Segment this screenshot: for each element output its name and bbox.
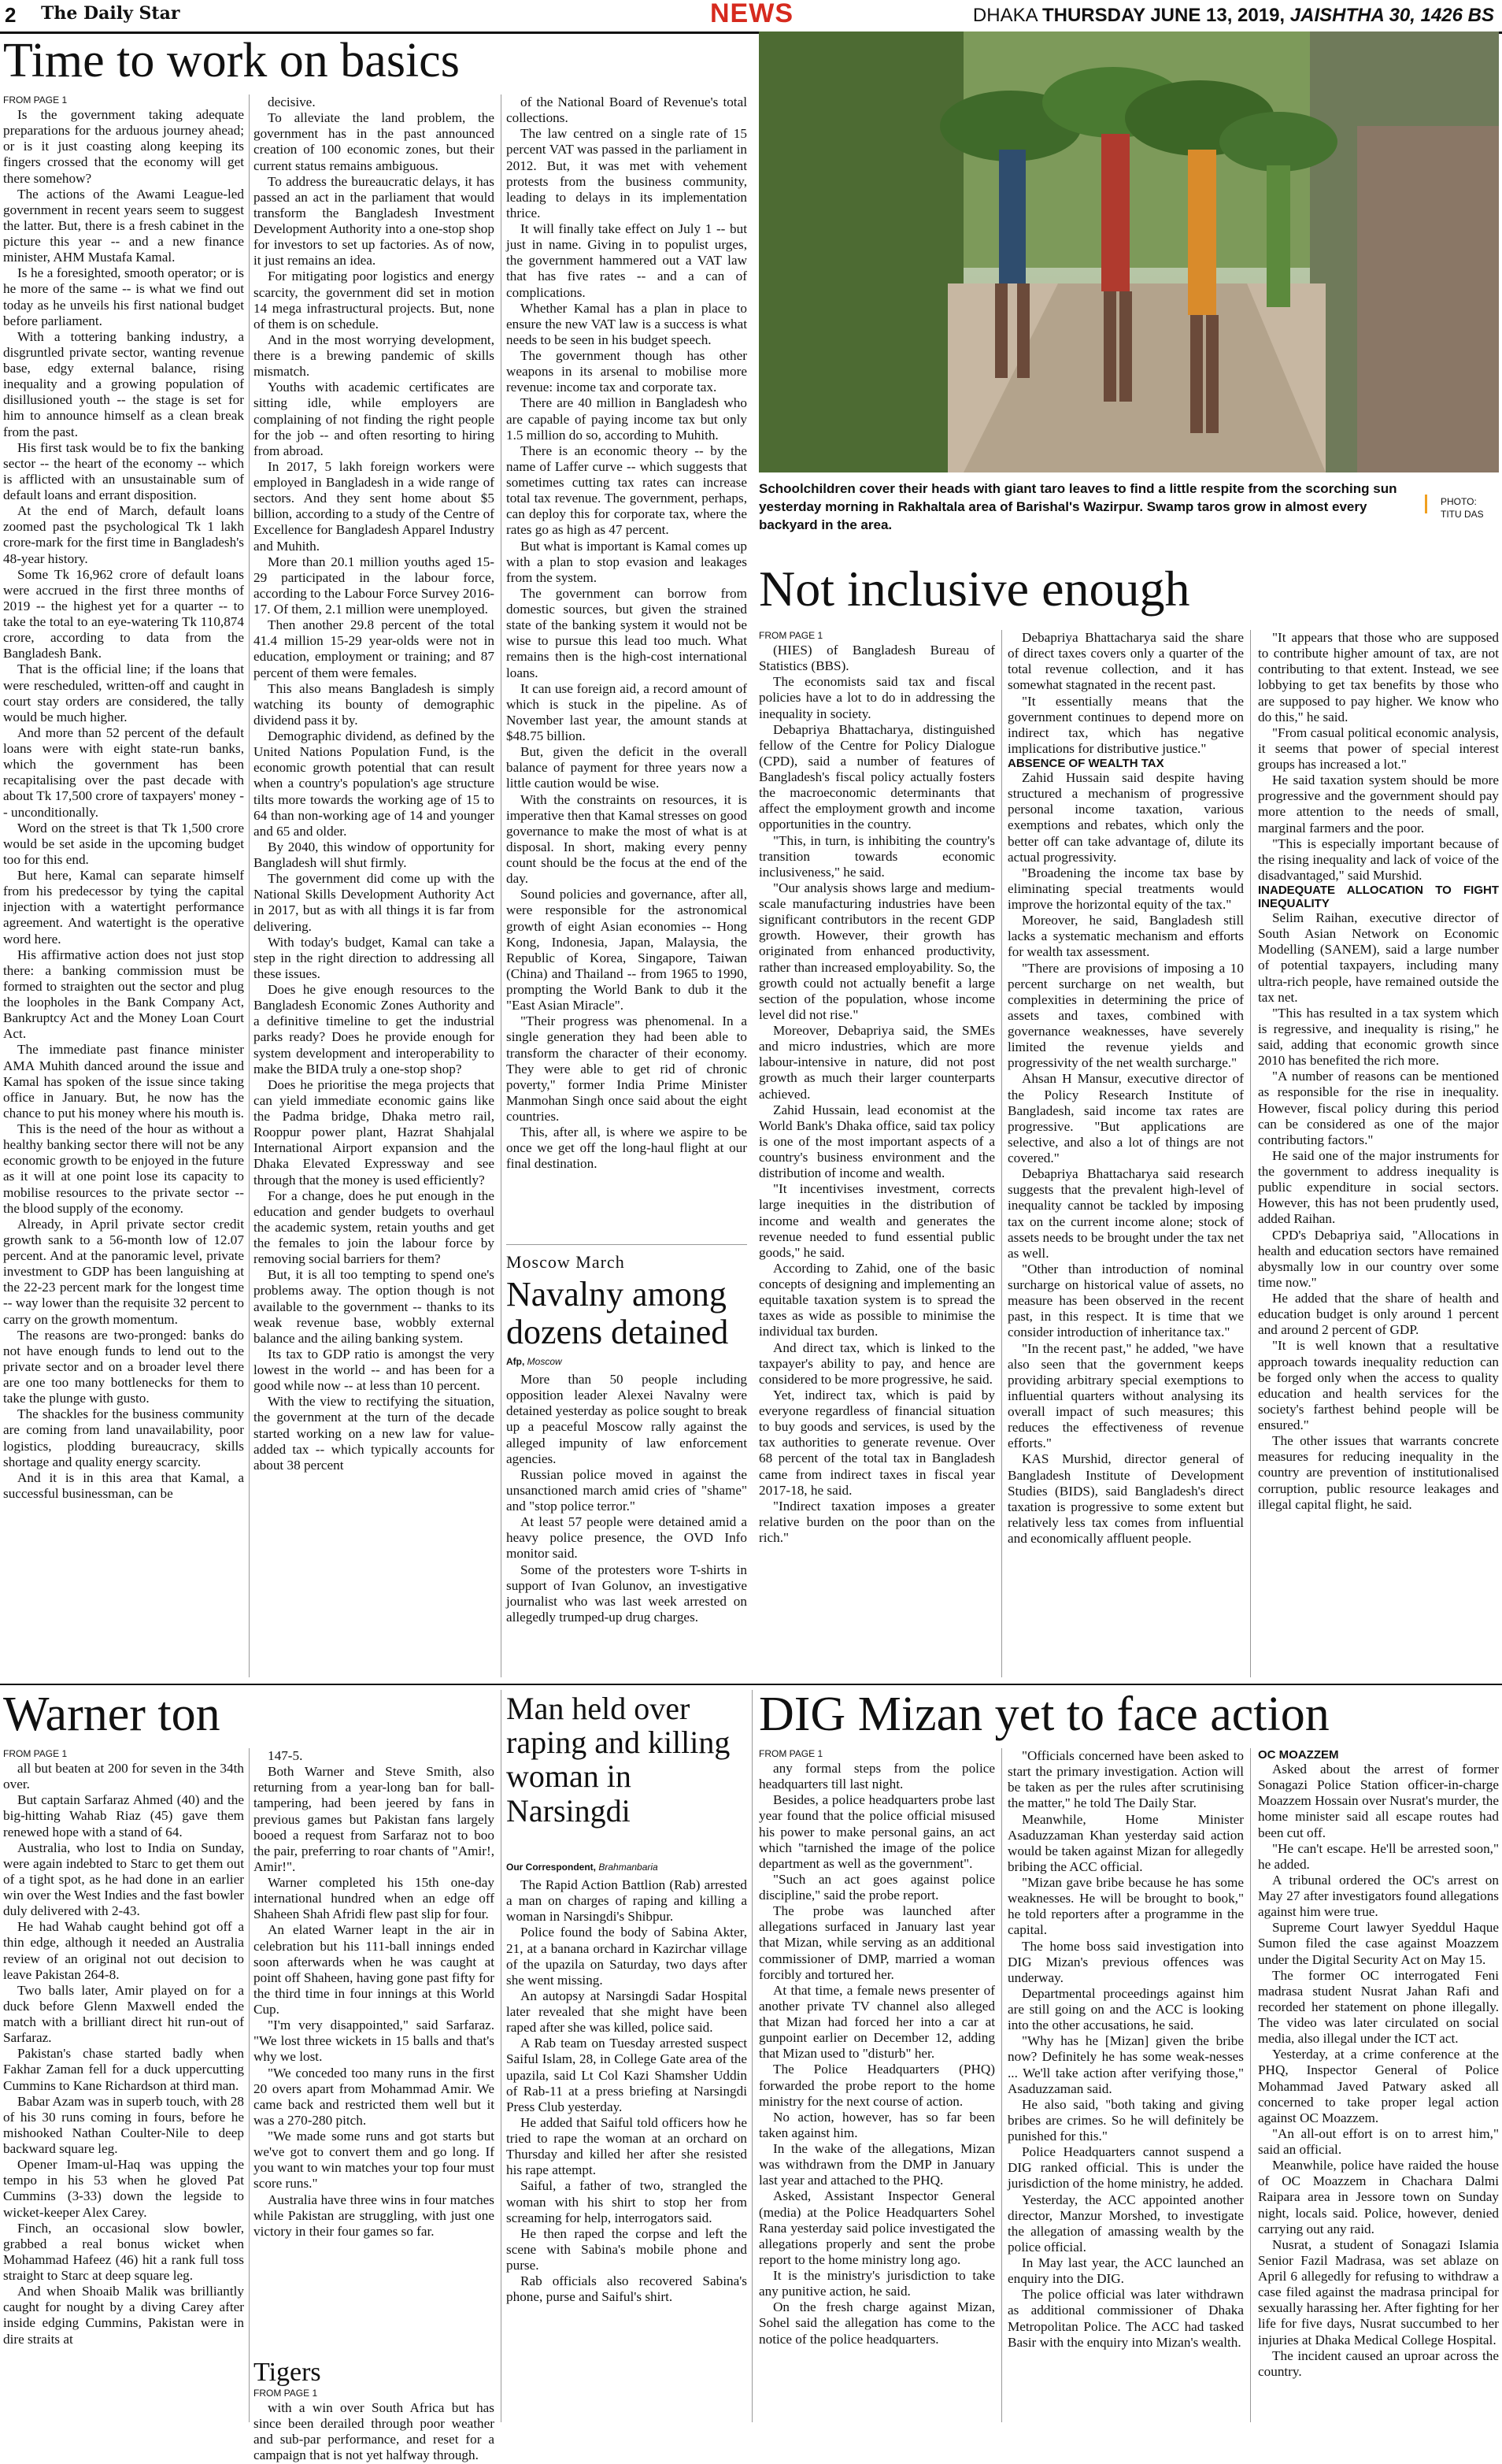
paragraph: In 2017, 5 lakh foreign workers were employed in Bangladesh in a wide range of sectors. And they sent home about $5 billion, according to a study of the Centre of Excellence for Bangladesh Apparel Industry and Muhith. [253, 458, 494, 554]
divider [506, 1244, 747, 1245]
paragraph: Demographic dividend, as defined by the United Nations Population Fund, is the economic growth potential that can result when a country's population's age structure tilts more towards the working age of 15 to 64 than non-working age of 14 and younger and 65 and older. [253, 728, 494, 839]
tigers-story: FROM PAGE 1 with a win over South Africa but has since been derailed through poor weather and sub-par performance, and reset for a campaign that is not yet halfway through. [253, 2388, 494, 2463]
navalny-byline: Afp, Moscow [506, 1356, 562, 1367]
schoolchildren-photo-illustration [759, 31, 1499, 472]
paragraph: Debapriya Bhattacharya, distinguished fellow of the Centre for Policy Dialogue (CPD), said a number of features of Bangladesh's fiscal policy actually fosters the macroeconomic determinants that affect the employment growth and income opportunities in the country. [759, 721, 995, 832]
paragraph: Australia, who lost to India on Sunday, were again indebted to Starc to get them out of a tight spot, as he had done in an earlier win over the West Indies and the fast bowler duly delivered with 2-43. [3, 1840, 244, 1919]
paragraph: He said taxation system should be more progressive and the government should pay more attention to the needs of small, marginal farmers and the poor. [1258, 773, 1499, 836]
paragraph: The incident caused an uproar across the country. [1258, 2347, 1499, 2379]
paragraph: "He can't escape. He'll be arrested soon," he added. [1258, 1840, 1499, 1872]
paragraph: Asked about the arrest of former Sonagazi Police Station officer-in-charge Moazzem Hossain over Nusrat's murder, the home minister said all escape routes had been cut off. [1258, 1762, 1499, 1840]
paragraph: "We conceded too many runs in the first 20 overs apart from Mohammad Amir. We came back and restricted them well but it was a 270-280 pitch. [253, 2065, 494, 2128]
paragraph: KAS Murshid, director general of Bangladesh Institute of Development Studies (BIDS), said Bangladesh's direct taxation is progressive to some extent but relatively less tax comes from influential and economically affluent people. [1008, 1451, 1244, 1546]
dig-col-1: FROM PAGE 1 any formal steps from the police headquarters till last night. Besides, a police headquarters probe last year found that the police official misused his power to make personal gains, an act which "tarnished the image of the police department as well as the government". "Such an act goes against police discipline," said the probe report. The probe was launched after allegations surfaced in January last year that Mizan, while serving as an additional commissioner of DMP, married a woman forcibly and tortured her. At that time, a female news presenter of another private TV channel also alleged that Mizan had forced her into a car at gunpoint earlier on December 12, adding that Mizan used to "disturb" her. The Police Headquarters (PHQ) forwarded the probe report to the home ministry for the next course of action. No action, however, has so far been taken against him. In the wake of the allegations, Mizan was withdrawn from the DMP in January last year and attached to the PHQ. Asked, Assistant Inspector General (media) at the Police Headquarters Sohel Rana yesterday said police investigated the allegations properly and sent the probe report to the home ministry long ago. It is the ministry's jurisdiction to take any punitive action, he said. On the fresh charge against Mizan, Sohel said the allegation has come to the notice of the police headquarters. [759, 1748, 995, 2347]
paragraph: But, it is all too tempting to spend one's problems away. The option though is not available to the government -- thanks to its weak revenue base, wobbly external balance and the ailing banking system. [253, 1267, 494, 1346]
paragraph: Already, in April private sector credit growth sank to a 56-month low of 12.07 percent. And at the panoramic level, private investment to GDP has been languishing at the 22-23 percent mark for the longest time -- way lower than the requisite 32 percent to carry on the growth momentum. [3, 1216, 244, 1327]
navalny-story [506, 1356, 747, 1679]
paragraph: "This has resulted in a tax system which is regressive, and inequality is rising," he said, adding that economic growth since 2010 has benefited the rich more. [1258, 1005, 1499, 1069]
paragraph: The law centred on a single rate of 15 percent VAT was passed in the parliament in 2012. But, it was met with vehement protests from the business community, leading to delays in its implementation thrice. [506, 126, 747, 220]
paragraph: But here, Kamal can separate himself from his predecessor by tying the capital injection with a watertight performance agreement. And watertight is the operative word here. [3, 868, 244, 947]
paragraph: To alleviate the land problem, the government has in the past announced creation of 100 economic zones, but their current status remains ambiguous. [253, 110, 494, 173]
paragraph: The Rapid Action Battlion (Rab) arrested a man on charges of raping and killing a woman in Narsingdi's Shibpur. [506, 1877, 747, 1925]
navalny-headline: Navalny among dozens detained [506, 1275, 729, 1352]
paragraph: In May last year, the ACC launched an enquiry into the DIG. [1008, 2255, 1244, 2287]
paragraph: An autopsy at Narsingdi Sadar Hospital later revealed that she might have been raped after she was killed, police said. [506, 1988, 747, 2036]
paragraph: Departmental proceedings against him are still going on and the ACC is looking into the other accusations, he said. [1008, 1985, 1244, 2033]
not-inclusive-col-2 [1008, 630, 1244, 1677]
not-inclusive-headline: Not inclusive enough [759, 561, 1190, 617]
paragraph: Ahsan H Mansur, executive director of the Policy Research Institute of Bangladesh, said income tax rates are progressive. "But applications are selective, and also a lot of things are not covered." [1008, 1071, 1244, 1165]
paragraph: Finch, an occasional slow bowler, grabbed a real bonus wicket when Mohammad Hafeez (46) hit a rank full toss straight to Starc at deep square leg. [3, 2220, 244, 2283]
paragraph: "In the recent past," he added, "we have also seen that the government keeps providing arbitrary special exemptions to influential quarters without analysing its overall impact of such measures; this reduces the effectiveness of revenue efforts." [1008, 1340, 1244, 1451]
paragraph: Asked, Assistant Inspector General (media) at the Police Headquarters Sohel Rana yesterday said police investigated the allegations properly and sent the probe report to the home ministry long ago. [759, 2188, 995, 2267]
warner-col-1: FROM PAGE 1 all but beaten at 200 for seven in the 34th over. But captain Sarfaraz Ahmed (40) and the big-hitting Wahab Riaz (45) gave them renewed hope with a stand of 64. Australia, who lost to India on Sunday, were again indebted to Starc to get them out of a tight spot, as he had done in an earlier win over the West Indies and the fast bowler duly delivered with 2-43. He had Wahab caught behind got off a thin edge, although it needed an Australia review of an original not out decision to leave Pakistan 264-8. Two balls later, Amir played on for a duck before Glenn Maxwell ended the match with a brilliant direct hit run-out of Sarfaraz. Pakistan's chase started badly when Fakhar Zaman fell for a duck uppercutting Cummins to Kane Richardson at third man. Babar Azam was in superb touch, with 28 of his 30 runs coming in fours, before he mishooked Nathan Coulter-Nile to deep backward square leg. Opener Imam-ul-Haq was upping the tempo in his 53 when he gloved Pat Cummins (3-33) down the legside to wicket-keeper Alex Carey. Finch, an occasional slow bowler, grabbed a real bonus wicket when Mohammad Hafeez (46) hit a rank full toss straight to Starc at deep square leg. And when Shoaib Malik was brilliantly caught for nought by a diving Carey after inside edging Cummins, Pakistan were in dire straits at [3, 1748, 244, 2347]
paragraph: "Mizan gave bribe because he has some weaknesses. He will be brought to book," he told reporters after a programme in the capital. [1008, 1875, 1244, 1938]
paragraph: He also said, "both taking and giving bribes are crimes. So he will definitely be punished for this." [1008, 2096, 1244, 2143]
paragraph: any formal steps from the police headquarters till last night. [759, 1761, 995, 1792]
paragraph: The reasons are two-pronged: banks do not have enough funds to lend out to the private sector and on a broader level there are one too many bottlenecks for them to take the plunge with gusto. [3, 1327, 244, 1406]
paragraph: At the end of March, default loans zoomed past the psychological Tk 1 lakh crore-mark for the first time in Bangladesh's 48-year history. [3, 503, 244, 566]
paragraph: Youths with academic certificates are sitting idle, while employers are complaining of not finding the right people for the job -- and often resorting to hiring from abroad. [253, 380, 494, 458]
paragraph: Police found the body of Sabina Akter, 21, at a banana orchard in Kazirchar village of the upazila on Saturday, two days after she went missing. [506, 1925, 747, 1988]
paragraph: For a change, does he put enough in the education and gender budgets to overhaul the academic system, retain youths and get the females to join the labour force by removing social barriers for them? [253, 1188, 494, 1267]
paragraph: He then raped the corpse and left the scene with Sabina's mobile phone and purse. [506, 2225, 747, 2273]
paragraph: This also means Bangladesh is simply watching its bounty of demographic dividend pass it by. [253, 680, 494, 728]
paragraph: But what is important is Kamal comes up with a plan to stop evasion and leakages from the system. [506, 538, 747, 585]
dateline [973, 5, 1494, 27]
paragraph: with a win over South Africa but has since been derailed through poor weather and sub-par performance, and reset for a campaign that is not yet halfway through. [253, 2400, 494, 2463]
paragraph: With a tottering banking industry, a disgruntled private sector, wanting revenue base, edgy external balance, rising inequality and a growing population of disillusioned youth -- the stage is set for him to announce himself as a clean break from the past. [3, 328, 244, 439]
paragraph: The probe was launched after allegations surfaced in January last year that Mizan, while serving as an additional commissioner of DMP, married a woman forcibly and tortured her. [759, 1903, 995, 1982]
paragraph: Sound policies and governance, after all, were responsible for the astronomical growth of eight Asian economies -- Hong Kong, Indonesia, Japan, Malaysia, the Republic of Korea, Singapore, Taiwan (China) and Thailand -- from 1965 to 1990, prompting the World Bank to dub it the "East Asian Miracle". [506, 887, 747, 1013]
paragraph: all but beaten at 200 for seven in the 34th over. [3, 1761, 244, 1792]
paragraph: "Why has he [Mizan] given the bribe now? Definitely he has some weak-nesses ... We'll take action after verifying those," Asaduzzaman said. [1008, 2033, 1244, 2096]
not-inclusive-col-3 [1258, 630, 1499, 1677]
warner-headline: Warner ton [3, 1688, 220, 1741]
paragraph: "An all-out effort is on to arrest him," said an official. [1258, 2125, 1499, 2157]
paragraph: No action, however, has so far been taken against him. [759, 2109, 995, 2140]
warner-col-2 [253, 1748, 494, 2355]
paragraph: "We made some runs and got starts but we've got to convert them and go long. If you want to win matches your top four must score runs." [253, 2129, 494, 2192]
paragraph: "It incentivises investment, corrects large inequities in the distribution of income and wealth and generates the revenue needed to fund essential public goods," he said. [759, 1181, 995, 1260]
paragraph: "This, in turn, is inhibiting the country's transition towards economic inclusiveness," he said. [759, 832, 995, 880]
paragraph: A Rab team on Tuesday arrested suspect Saiful Islam, 28, in College Gate area of the upazila, said Lt Col Kazi Shamsher Uddin of Rab-11 at a press briefing at Narsingdi Press Club yesterday. [506, 2036, 747, 2114]
paragraph: The economists said tax and fiscal policies have a lot to do in addressing the inequality in society. [759, 674, 995, 721]
paragraph: "Other than introduction of nominal surcharge on historical value of assets, no measure has been observed in the recent past, in this respect. It is time that we consider introduction of inheritance tax." [1008, 1261, 1244, 1340]
photo-caption: Schoolchildren cover their heads with giant taro leaves to find a little respite from the scorching sun yesterday morning in Rakhaltala area of Barishal's Wazirpur. Swamp taros grow in almost every backyard in the area. [759, 481, 1397, 532]
paragraph: With today's budget, Kamal can take a step in the right direction to addressing all these issues. [253, 934, 494, 981]
man-held-headline: Man held over raping and killing woman in Narsingdi [506, 1691, 731, 1829]
paragraph: An elated Warner leapt in the air in celebration but his 111-ball innings ended soon afterwards when he was caught at point off Shaheen, having gone past fifty for the third time in four innings at this World Cup. [253, 1922, 494, 2017]
dateline-bangla: JAISHTHA 30, 1426 BS [1289, 5, 1494, 26]
subheading: INADEQUATE ALLOCATION TO FIGHT INEQUALITY [1258, 884, 1499, 910]
dateline-city: DHAKA [972, 5, 1038, 26]
paragraph: In the wake of the allegations, Mizan was withdrawn from the DMP in January last year and attached to the PHQ. [759, 2141, 995, 2188]
paragraph: The government did come up with the National Skills Development Authority Act in 2017, but as with all things it is far from delivering. [253, 871, 494, 934]
column-divider [1001, 1748, 1002, 2422]
column-divider [249, 1748, 250, 2422]
paragraph: Its tax to GDP ratio is amongst the very lowest in the world -- and has been for a good while now -- at less than 10 percent. [253, 1346, 494, 1394]
paragraph: Selim Raihan, executive director of South Asian Network on Economic Modelling (SANEM), said a large number of potential taxpayers, including many ultra-rich people, have remained outside the tax net. [1258, 910, 1499, 1005]
main-story-col-2 [253, 94, 494, 1677]
paragraph: There are 40 million in Bangladesh who are capable of paying income tax but only 1.5 million do so, according to Muhith. [506, 395, 747, 443]
paragraph: "From casual political economic analysis, it seems that power of special interest groups has increased a lot." [1258, 724, 1499, 772]
paragraph: This, after all, is where we aspire to be once we get off the long-haul flight at our final destination. [506, 1125, 747, 1172]
paragraph: Nusrat, a student of Sonagazi Islamia Senior Fazil Madrasa, was set ablaze on April 6 allegedly for refusing to withdraw a case filed against the madrasa principal for sexually harassing her. After fighting for her life for five days, Nusrat succumbed to her injuries at Dhaka Medical College Hospital. [1258, 2236, 1499, 2347]
paragraph: The police official was later withdrawn as additional commissioner of Dhaka Metropolitan Police. The ACC had tasked Basir with the enquiry into Mizan's wealth. [1008, 2287, 1244, 2350]
paragraph: Police Headquarters cannot suspend a DIG ranked official. This is under the jurisdiction of the home ministry, he added. [1008, 2144, 1244, 2192]
column-divider [249, 94, 250, 1677]
column-divider [1001, 630, 1002, 1677]
paragraph: He had Wahab caught behind got off a thin edge, although it needed an Australia review of an original not out decision to leave Pakistan 264-8. [3, 1919, 244, 1982]
paragraph: And when Shoaib Malik was brilliantly caught for nought by a diving Carey after inside edging Cummins, Pakistan were in dire straits at [3, 2284, 244, 2347]
navalny-kicker: Moscow March [506, 1252, 625, 1272]
paragraph: Does he give enough resources to the Bangladesh Economic Zones Authority and a definitive timeline to get the industrial parks ready? Does he provide enough for system development and interoperability to make the BIDA truly a one-stop shop? [253, 982, 494, 1076]
dig-col-3 [1258, 1748, 1499, 2422]
paragraph: "A number of reasons can be mentioned as responsible for the rise in inequality. However, fiscal policy during this period can be considered as one of the major contributing factors." [1258, 1069, 1499, 1147]
paragraph: To address the bureaucratic delays, it has passed an act in the parliament that would transform the Bangladesh Investment Development Authority into a one-stop shop for investors to set up factories. As of now, it just remains an idea. [253, 173, 494, 269]
man-held-byline: Our Correspondent, Brahmanbaria [506, 1862, 658, 1873]
paragraph: The actions of the Awami League-led government in recent years seem to suggest the latter. But, there is a fresh cabinet in the picture this year -- and a new finance minister, AHM Mustafa Kamal. [3, 186, 244, 265]
paragraph: He said one of the major instruments for the government to address inequality is public expenditure in social sectors. However, this has not been prudently used, added Raihan. [1258, 1147, 1499, 1227]
paragraph: of the National Board of Revenue's total collections. [506, 94, 747, 126]
main-story-col-1 [3, 94, 244, 1677]
paragraph: Australia have three wins in four matches while Pakistan are struggling, with just one victory in their four games so far. [253, 2192, 494, 2239]
paragraph: CPD's Debapriya said, "Allocations in health and education sectors have remained abysmally low in our country over some time now." [1258, 1227, 1499, 1290]
paragraph: Then another 29.8 percent of the total 41.4 million 15-29 year-olds were not in education, employment or training; and 87 percent of them were females. [253, 617, 494, 680]
paragraph: With the constraints on resources, it is imperative then that Kamal stresses on good governance to make the most of what is at disposal. In short, making every penny count should be the focus at the end of the day. [506, 791, 747, 887]
paragraph: Both Warner and Steve Smith, also returning from a year-long ban for ball-tampering, had been jeered by fans in previous games but Pakistan fans largely booed a request from Sarfaraz not to boo the pair, preferring to roar chants of "Amir!, Amir!". [253, 1764, 494, 1874]
paragraph: For mitigating poor logistics and energy scarcity, the government did set in motion 14 mega infrastructural projects. But, none of them is on schedule. [253, 269, 494, 332]
paragraph: Meanwhile, Home Minister Asaduzzaman Khan yesterday said action would be taken against Mizan for allegedly bribing the ACC official. [1008, 1811, 1244, 1874]
paragraph: The shackles for the business community are coming from land unavailability, poor logistics, plodding bureaucracy, skills shortage and quality energy scarcity. [3, 1406, 244, 1469]
paragraph: Moreover, he said, Bangladesh still lacks a systematic mechanism and efforts for wealth tax assessment. [1008, 913, 1244, 960]
paragraph: "Such an act goes against police discipline," said the probe report. [759, 1871, 995, 1903]
paragraph: Debapriya Bhattacharya said research suggests that the prevalent high-level of inequality cannot be tackled by imposing tax on the current income alone; stock of assets needs to be brought under the tax net as well. [1008, 1166, 1244, 1261]
paragraph: 147-5. [268, 1748, 303, 1763]
paragraph: Babar Azam was in superb touch, with 28 of his 30 runs coming in fours, before he mishooked Nathan Coulter-Nile to deep backward square leg. [3, 2093, 244, 2156]
paragraph: Warner completed his 15th one-day international hundred when an edge off Shaheen Shah Afridi flew past slip for four. [253, 1875, 494, 1922]
dig-headline: DIG Mizan yet to face action [759, 1688, 1330, 1741]
paragraph: With the view to rectifying the situation, the government at the turn of the decade started working on a new law for value-added tax -- which typically accounts for about 38 percent [253, 1394, 494, 1473]
photo-credit: PHOTO: TITU DAS [1441, 496, 1484, 520]
paragraph: According to Zahid, one of the basic concepts of designing and implementing an equitable taxation system is to spread the taxes as wide as possible to minimise the individual tax burden. [759, 1260, 995, 1339]
paragraph: The former OC interrogated Feni madrasa student Nusrat Jahan Rafi and recorded her statement on phone illegally. The video was later circulated on social media, also illegal under the ICT act. [1258, 1967, 1499, 2047]
section-label: NEWS [710, 0, 794, 28]
paragraph: And it is in this area that Kamal, a successful businessman, can be [3, 1469, 244, 1501]
paragraph: He added that the share of health and education budget is only around 1 percent and around 2 percent of GDP. [1258, 1291, 1499, 1338]
paragraph: Word on the street is that Tk 1,500 crore would be set aside in the upcoming budget too for this end. [3, 820, 244, 867]
paragraph: Zahid Hussain said despite having structured a mechanism of progressive personal income taxation, various exemptions and rebates, which only the better off can take advantage of, dilute its actual progressivity. [1008, 770, 1244, 865]
column-divider [1250, 1748, 1251, 2422]
paragraph: It can use foreign aid, a record amount of which is stuck in the pipeline. As of November last year, the amount stands at $48.75 billion. [506, 680, 747, 743]
paragraph: "There are provisions of imposing a 10 percent surcharge on net wealth, but complexities in determining the price of assets and taxes, combined with governance weaknesses, have severely limited the revenue yields and progressivity of the net wealth surcharge." [1008, 960, 1244, 1071]
paragraph: By 2040, this window of opportunity for Bangladesh will shut firmly. [253, 839, 494, 870]
paragraph: Debapriya Bhattacharya said the share of direct taxes covers only a quarter of the total revenue collection, and it has somewhat stagnated in the recent past. [1008, 630, 1244, 693]
paragraph: Does he prioritise the mega projects that can yield immediate economic gains like the Padma bridge, Dhaka metro rail, Rooppur power plant, Hazrat Shahjalal International Airport expansion and the Dhaka Elevated Expressway and see through that the money is used efficiently? [253, 1076, 494, 1188]
paragraph: "I'm very disappointed," said Sarfaraz. "We lost three wickets in 15 balls and that's why we lost. [253, 2018, 494, 2065]
credit-accent [1425, 495, 1427, 513]
paragraph: Some of the protesters wore T-shirts in support of Ivan Golunov, an investigative journalist who was last week arrested on allegedly trumped-up drug charges. [506, 1562, 747, 1625]
paragraph: "Their progress was phenomenal. In a single generation they had been able to transform the character of their economy. They were able to get rid of chronic poverty," former India Prime Minister Manmohan Singh once said about the eight countries. [506, 1013, 747, 1124]
dateline-date: THURSDAY JUNE 13, 2019, [1041, 5, 1286, 26]
paragraph: "Broadening the income tax base by eliminating special treatments would improve the horizontal equity of the tax." [1008, 865, 1244, 912]
paragraph: "This is especially important because of the rising inequality and lack of voice of the disadvantaged," said Murshid. [1258, 836, 1499, 883]
column-divider [1250, 630, 1251, 1677]
paragraph: "It appears that those who are supposed to contribute higher amount of tax, are not contributing to that extent. Instead, we see lobbying to get tax benefits by those who are supposed to pay higher. We know who do this," he said. [1258, 630, 1499, 724]
paragraph: The immediate past finance minister AMA Muhith danced around the issue and Kamal has spoken of the issue since taking office in January. But, he now has the chance to put his money where his mouth is. [3, 1042, 244, 1121]
paragraph: Whether Kamal has a plan in place to ensure the new VAT law is a success is what needs to be seen in his budget speech. [506, 300, 747, 347]
paragraph: And more than 52 percent of the default loans were with eight state-run banks, which the government has been recapitalising over the past decade with about Tk 17,500 crore of taxpayers' money -- unconditionally. [3, 724, 244, 820]
paragraph: "Officials concerned have been asked to start the primary investigation. Action will be taken as per the rules after scrutinising the matter," he told The Daily Star. [1008, 1748, 1244, 1811]
subheading: ABSENCE OF WEALTH TAX [1008, 757, 1164, 770]
subheading: OC MOAZZEM [1258, 1748, 1339, 1762]
paragraph: Yesterday, the ACC appointed another director, Manzur Morshed, to investigate the allegation of amassing wealth by the police official. [1008, 2192, 1244, 2255]
paragraph: There is an economic theory -- by the name of Laffer curve -- which suggests that sometimes cutting tax rates can increase total tax revenue. The government, perhaps, can deploy this for corporate tax, where the rates go as high as 47 percent. [506, 443, 747, 538]
paragraph: Rab officials also recovered Sabina's phone, purse and Saiful's shirt. [506, 2273, 747, 2305]
tigers-headline: Tigers [253, 2358, 321, 2387]
paragraph: It is the ministry's jurisdiction to take any punitive action, he said. [759, 2268, 995, 2299]
section-rule [0, 1684, 1502, 1685]
paragraph: He added that Saiful told officers how he tried to rape the woman at an orchard on Thursday and killed her after she resisted his rape attempt. [506, 2114, 747, 2178]
paragraph: His affirmative action does not just stop there: a banking commission must be formed to straighten out the sector and plug the loopholes in the Bank Company Act, Bankruptcy Act and the Money Loan Court Act. [3, 947, 244, 1042]
paragraph: Pakistan's chase started badly when Fakhar Zaman fell for a duck uppercutting Cummins to Kane Richardson at third man. [3, 2046, 244, 2093]
main-story-col-3 [506, 94, 747, 1236]
not-inclusive-col-1: FROM PAGE 1 (HIES) of Bangladesh Bureau of Statistics (BBS). The economists said tax and fiscal policies have a lot to do in addressing the inequality in society. Debapriya Bhattacharya, distinguished fellow of the Centre for Policy Dialogue (CPD), said a number of features of Bangladesh's fiscal policy actually fosters the macroeconomic determinants that affect the employment growth and income opportunities in the country. "This, in turn, is inhibiting the country's transition towards economic inclusiveness," he said. "Our analysis shows large and medium-scale manufacturing industries have been significant contributors in the recent GDP growth. However, their growth has originated from enhanced productivity, rather than increased employability. So, the growth could not actually benefit a large section of the population, whose income level did not rise." Moreover, Debapriya said, the SMEs and micro industries, which are more labour-intensive in nature, did not post growth as much their larger counterparts achieved. Zahid Hussain, lead economist at the World Bank's Dhaka office, said tax policy is one of the most important aspects of a country's business environment and the distribution of income and wealth. "It incentivises investment, corrects large inequities in the distribution of income and wealth and generates the revenue needed to fund essential public goods," he said. According to Zahid, one of the basic concepts of designing and implementing an equitable taxation system is to spread the taxes as wide as possible to minimise the individual tax burden. And direct tax, which is linked to the taxpayer's ability to pay, and hence are considered to be more progressive, he said. Yet, indirect tax, which is paid by everyone regardless of financial situation to buy goods and services, is used by the tax authorities to generate revenue. Over 68 percent of the total tax in Bangladesh came from indirect taxes in fiscal year 2017-18, he said. "Indirect taxation imposes a greater relative burden on the poor than on the rich." [759, 630, 995, 1545]
paragraph: Is he a foresighted, smooth operator; or is he more of the same -- is what we find out today as he unveils his first national budget before parliament. [3, 265, 244, 328]
news-photo [759, 31, 1499, 472]
paragraph: Supreme Court lawyer Syeddul Haque Sumon filed the case against Moazzem under the Digital Security Act on May 15. [1258, 1920, 1499, 1967]
paragraph: Is the government taking adequate preparations for the arduous journey ahead; or is it just coasting along keeping its fingers crossed that the economy will get there somehow? [3, 107, 244, 186]
paragraph: It will finally take effect on July 1 -- but just in name. Giving in to populist urges, the government hammered out a VAT law that has five rates -- and a can of complications. [506, 221, 747, 300]
paragraph: More than 50 people including opposition leader Alexei Navalny were detained yesterday as police sought to break up a peaceful Moscow rally against the alleged impunity of law enforcement agencies. [506, 1372, 747, 1466]
paragraph: Yet, indirect tax, which is paid by everyone regardless of financial situation to buy goods and services, is used by the tax authorities to generate revenue. Over 68 percent of the total tax in Bangladesh came from indirect taxes in fiscal year 2017-18, he said. [759, 1387, 995, 1498]
paragraph: And in the most worrying development, there is a brewing pandemic of skills mismatch. [253, 332, 494, 380]
paragraph: Opener Imam-ul-Haq was upping the tempo in his 53 when he gloved Pat Cummins (3-33) down the legside to wicket-keeper Alex Carey. [3, 2157, 244, 2220]
paragraph: "Our analysis shows large and medium-scale manufacturing industries have been significant contributors in the recent GDP growth. However, their growth has originated from enhanced productivity, rather than increased employability. So, the growth could not actually benefit a large section of the population, whose income level did not rise." [759, 880, 995, 1022]
paragraph: But, given the deficit in the overall balance of payment for three years now a little caution would be wise. [506, 744, 747, 791]
man-held-story [506, 1862, 747, 2422]
paragraph: But captain Sarfaraz Ahmed (40) and the big-hitting Wahab Riaz (45) gave them renewed hope with a stand of 64. [3, 1792, 244, 1840]
paragraph: Some Tk 16,962 crore of default loans were accrued in the first three months of 2019 -- the highest yet for a quarter -- to take the total to an eye-watering Tk 110,874 crore, according to data from the Bangladesh Bank. [3, 566, 244, 661]
paragraph: At that time, a female news presenter of another private TV channel also alleged that Mizan had forced her into a car at gunpoint earlier on December 12, adding that Mizan used to "disturb" her. [759, 1982, 995, 2062]
page-number: 2 [5, 3, 17, 27]
paragraph: (HIES) of Bangladesh Bureau of Statistics (BBS). [759, 643, 995, 674]
paragraph: The government though has other weapons in its arsenal to mobilise more revenue: income tax and corporate tax. [506, 348, 747, 395]
paragraph: Russian police moved in against the unsanctioned march amid cries of "shame" and "stop police terror." [506, 1466, 747, 1514]
paragraph: His first task would be to fix the banking sector -- the heart of the economy -- which is afflicted with an unsustainable sum of default loans and errant disposition. [3, 439, 244, 502]
column-divider [752, 1690, 753, 2422]
paragraph: The other issues that warrants concrete measures for reducing inequality in the country are prevention of institutionalised corruption, public resource leakages and illegal capital flight, he said. [1258, 1433, 1499, 1512]
paragraph: Yesterday, at a crime conference at the PHQ, Inspector General of Police Mohammad Javed Patwary asked all concerned to take proper legal action against OC Moazzem. [1258, 2047, 1499, 2125]
paragraph: Two balls later, Amir played on for a duck before Glenn Maxwell ended the match with a brilliant direct hit run-out of Sarfaraz. [3, 1982, 244, 2046]
dig-col-2 [1008, 1748, 1244, 2422]
paragraph: The Police Headquarters (PHQ) forwarded the probe report to the home ministry for the next course of action. [759, 2062, 995, 2109]
paragraph: Saiful, a father of two, strangled the woman with his shirt to stop her from screaming for help, interrogators said. [506, 2178, 747, 2225]
paragraph: More than 20.1 million youths aged 15-29 participated in the labour force, according to the Labour Force Survey 2016-17. Of them, 2.1 million were unemployed. [253, 554, 494, 617]
paragraph: The government can borrow from domestic sources, but given the strained state of the banking system it would not be wise to pursue this lead too much. What remains then is the high-cost international loans. [506, 585, 747, 680]
paragraph: This is the need of the hour as without a healthy banking sector there will not be any economic growth to be enjoyed in the future as it will at one point lose its capacity to mobilise resources to the private sector -- the blood supply of the economy. [3, 1121, 244, 1216]
paragraph: The home boss said investigation into DIG Mizan's previous offences was underway. [1008, 1938, 1244, 1985]
paragraph: A tribunal ordered the OC's arrest on May 27 after investigators found allegations against him were true. [1258, 1872, 1499, 1920]
from-page-label: FROM PAGE 1 [3, 94, 68, 106]
paragraph: decisive. [268, 94, 316, 109]
paragraph: "It essentially means that the government continues to depend more on indirect tax, which has negative implications for distributive justice." [1008, 693, 1244, 756]
paragraph: Zahid Hussain, lead economist at the World Bank's Dhaka office, said tax policy is one of the most important aspects of a country's business environment and the distribution of income and wealth. [759, 1102, 995, 1181]
paragraph: Meanwhile, police have raided the house of OC Moazzem in Chachara Dalmi Raipara area in Jessore town on Sunday night, locals said. Police, however, denied carrying out any raid. [1258, 2158, 1499, 2236]
paragraph: "Indirect taxation imposes a greater relative burden on the poor than on the rich." [759, 1498, 995, 1545]
paragraph: Moreover, Debapriya said, the SMEs and micro industries, which are more labour-intensive in nature, did not post growth as much their larger counterparts achieved. [759, 1023, 995, 1102]
paragraph: Besides, a police headquarters probe last year found that the police official misused his power to make personal gains, an act which "tarnished the image of the police department as well as the government". [759, 1792, 995, 1871]
paragraph: "It is well known that a resultative approach towards inequality reduction can be forged only when the access to quality education and health services for the society's farthest behind people will be ensured." [1258, 1338, 1499, 1432]
paragraph: At least 57 people were detained amid a heavy police presence, the OVD Info monitor said. [506, 1514, 747, 1562]
newspaper-logo: The Daily Star [41, 3, 180, 24]
paragraph: That is the official line; if the loans that were rescheduled, written-off and caught in court stay orders are considered, the tally would be much higher. [3, 661, 244, 724]
main-headline: Time to work on basics [3, 34, 460, 87]
paragraph: On the fresh charge against Mizan, Sohel said the allegation has come to the notice of the police headquarters. [759, 2299, 995, 2347]
paragraph: And direct tax, which is linked to the taxpayer's ability to pay, and hence are considered to be more progressive, he said. [759, 1339, 995, 1387]
